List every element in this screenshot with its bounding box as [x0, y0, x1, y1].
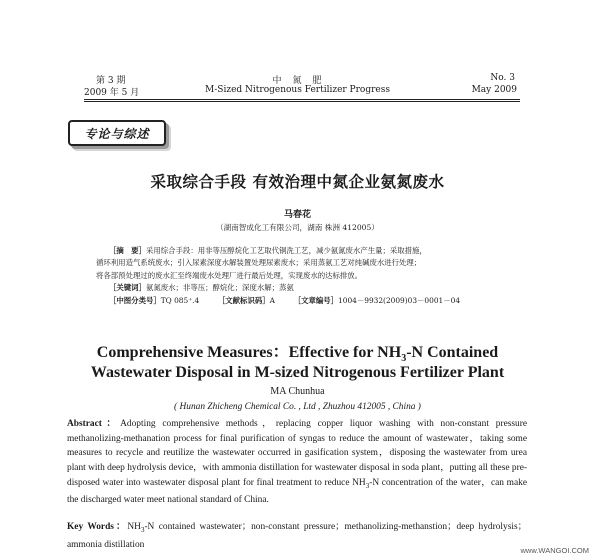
author-en: MA Chunhua	[270, 386, 325, 397]
issue-date-zh: 2009 年 5 月	[84, 88, 140, 98]
clc-label: ［中图分类号］	[109, 295, 161, 305]
header-rule-secondary	[84, 101, 520, 102]
keywords-zh-text: 氨氮废水；非等压；醇烷化；深度水解；蒸氨	[145, 283, 294, 293]
issue-date-en: May 2009	[471, 85, 517, 95]
issue-number-zh: 第 3 期	[96, 76, 126, 86]
abstract-zh	[96, 245, 461, 307]
abstract-zh-line-1: ［摘 要］采用综合手段：用非等压醇烷化工艺取代铜洗工艺，减少氨氮废水产生量；采取措施，	[109, 246, 427, 255]
article-number-label: ［文章编号］	[293, 295, 339, 305]
article-title-zh: 采取综合手段 有效治理中氮企业氨氮废水	[150, 173, 445, 191]
site-watermark: www.WANGOI.COM	[520, 546, 589, 555]
clc-value: TQ 085⁺.4	[160, 295, 200, 305]
affiliation-en: ( Hunan Zhicheng Chemical Co. , Ltd , Zhuzhou 412005 , China )	[174, 402, 421, 412]
journal-name-en: M-Sized Nitrogenous Fertilizer Progress	[205, 85, 390, 95]
header-rule	[84, 99, 520, 100]
issue-number-en: No. 3	[490, 73, 515, 83]
keywords-en: Key Words：$NH_3-N$ contained wastewater；non-constant pressure；methanolizing-methanstion；deep hydrolysis；ammonia distillation	[67, 522, 527, 550]
keywords-zh	[109, 282, 460, 294]
abstract-zh-line-3: 将各部预处理过的废水汇至终端废水处理厂进行最后处理，实现废水的达标排放。	[96, 270, 363, 280]
classification-line	[109, 295, 460, 307]
doc-code-label: ［文献标识码］	[217, 295, 270, 305]
column-badge: 专论与综述	[68, 120, 166, 146]
abstract-en-label: Abstract：	[67, 419, 121, 429]
abstract-en: Abstract：Adopting comprehensive methods，replacing copper liquor washing with non-constant pressure methanolizing-methanation process for final purification of syngas to reduce the amount of wastewater，taking some measures to recycle and reutilize the wastewater occurred in gasification system，disposing the wastewater from urea plant with deep hydrolysis device，with ammonia distillation for wastewater disposal in soda plant，putting all these pre-disposed water into wastewater disposal plant for final treatment to reduce $NH_3-N$ concentration of the water，can make the discharged water meet national standard of China.	[67, 419, 527, 506]
article-title-en-line-1: Comprehensive Measures：Effective for $NH_3-N$ Contained	[96, 344, 499, 365]
journal-name-zh: 中 氮 肥	[272, 76, 323, 86]
author-zh: 马春花	[283, 210, 311, 220]
article-title-en-line-2: Wastewater Disposal in M-sized Nitrogenous Fertilizer Plant	[90, 364, 505, 381]
keywords-en-label: Key Words：	[67, 522, 128, 532]
doc-code-value: A	[269, 295, 275, 305]
abstract-zh-line-2: 循环利用造气系统废水；引入尿素深度水解装置处理尿素废水；采用蒸氨工艺对纯碱废水进行处理；	[96, 258, 422, 268]
abstract-zh-label: ［摘 要］	[109, 246, 146, 255]
keywords-zh-label: ［关键词］	[109, 283, 146, 293]
article-number-value: 1004－9932(2009)03－0001－04	[338, 295, 461, 305]
affiliation-zh: （湖南智成化工有限公司，湖南 株洲 412005）	[216, 223, 379, 232]
